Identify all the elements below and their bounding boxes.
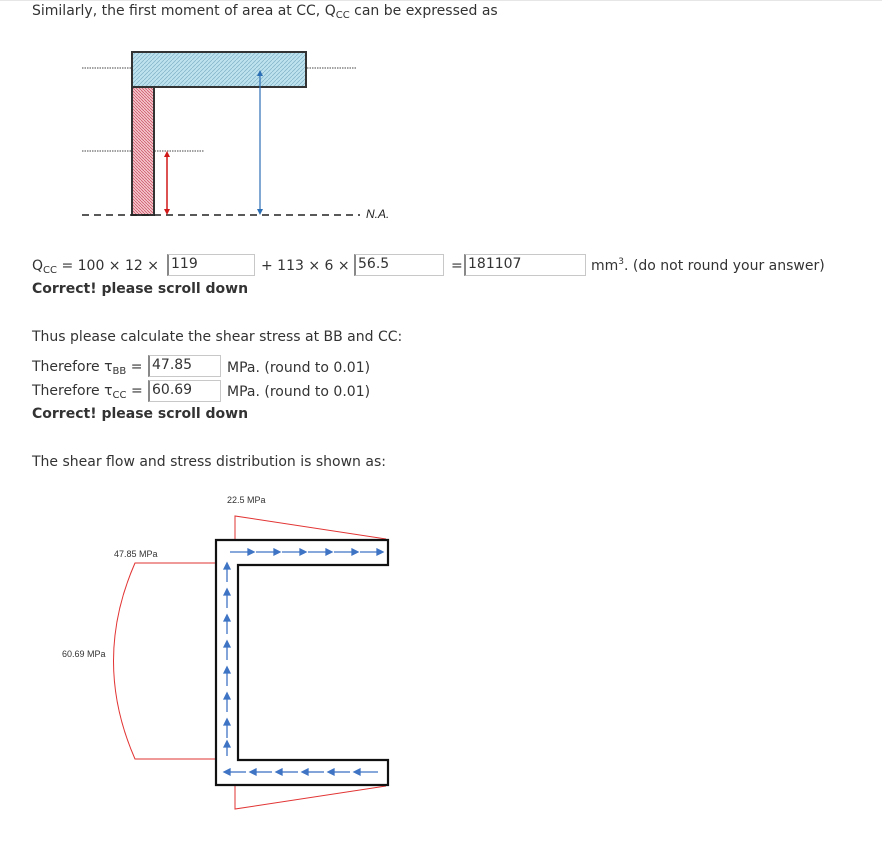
qcc-label: $Q_{CC} = 100 \times 12$ × — [32, 258, 159, 276]
neutral-axis-label: N.A. — [366, 207, 390, 221]
qcc-equals: = — [451, 258, 463, 274]
shear-flow-diagram — [0, 480, 882, 841]
flange-top-stress-line — [235, 516, 386, 540]
qcc-input-2[interactable]: 56.5 — [354, 254, 444, 276]
flange-shaded-area — [132, 52, 306, 87]
shear-prompt: Thus please calculate the shear stress at BB and CC: — [32, 329, 403, 345]
cc-stress-label: 60.69 MPa — [62, 649, 106, 659]
intro-text: Similarly, the first moment of area at CC, $Q_{CC}$ can be expressed as — [32, 3, 498, 21]
tau-bb-unit: MPa. (round to 0.01) — [227, 360, 371, 376]
tau-cc-label: Therefore $\tau_{CC}$ = — [32, 383, 143, 401]
qcc-term-2: + 113 × 6 × — [261, 258, 350, 274]
qcc-feedback: Correct! please scroll down — [32, 281, 249, 297]
flange-stress-label: 22.5 MPa — [227, 495, 266, 505]
shear-feedback: Correct! please scroll down — [32, 406, 249, 422]
qcc-input-1[interactable]: 119 — [167, 254, 255, 276]
bb-stress-label: 47.85 MPa — [114, 549, 158, 559]
tau-bb-label: Therefore $\tau_{BB}$ = — [32, 359, 143, 377]
channel-outline — [216, 540, 388, 785]
qcc-unit-note: $mm^3$. (do not round your answer) — [591, 257, 825, 274]
tau-cc-input[interactable]: 60.69 — [148, 380, 221, 402]
distribution-text: The shear flow and stress distribution is shown as: — [32, 454, 386, 470]
section-diagram — [0, 0, 882, 240]
tau-bb-input[interactable]: 47.85 — [148, 355, 221, 377]
flange-bottom-stress-line — [235, 785, 386, 809]
tau-cc-unit: MPa. (round to 0.01) — [227, 384, 371, 400]
qcc-result-input[interactable]: 181107 — [464, 254, 586, 276]
web-stress-distribution — [114, 563, 218, 759]
web-shaded-area — [132, 82, 154, 215]
